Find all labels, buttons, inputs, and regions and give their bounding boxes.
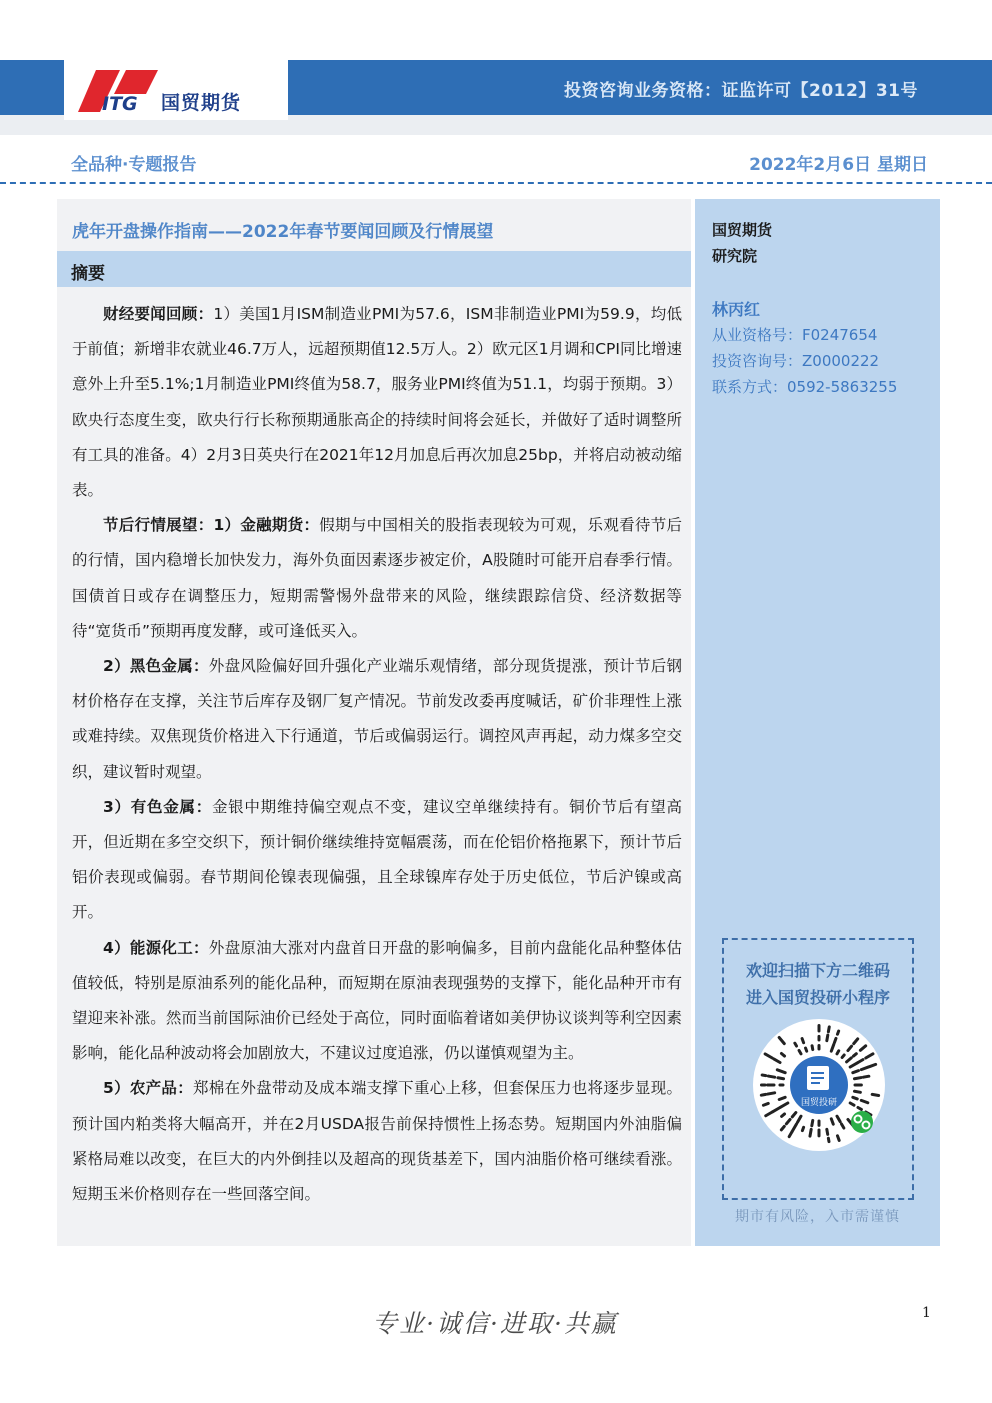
paragraph-lead: 5）农产品： [103, 1079, 193, 1098]
paragraph-text: 金银中期维持偏空观点不变，建议空单继续持有。铜价节后有望高开，但近期在多空交织下，预计铜价继续维持宽幅震荡，而在伦铝价格拖累下，预计节后铝价表现或偏弱。春节期间伦镍表现偏强，且全球镍库存处于历史低位，节后沪镍或高开。 [72, 797, 682, 922]
qr-code-ray [834, 1038, 836, 1042]
paragraph-lead: 3）有色金属： [103, 797, 212, 816]
qr-promo-box [722, 938, 914, 1200]
qr-code-ray [799, 1050, 801, 1053]
qr-code-ray [778, 1078, 784, 1079]
paragraph-text: 外盘风险偏好回升强化产业端乐观情绪，部分现货提涨，预计节后钢材价格存在支撑，关注节后库存及钢厂复产情况。节前发改委再度喊话，矿价非理性上涨或难持续。双焦现货价格进入下行通道，节后或偏弱运行。调控风声再起，动力煤多空交织，建议暂时观望。 [72, 657, 682, 781]
paragraph-text: 郑棉在外盘带动及成本端支撑下重心上移，但套保压力也将逐步显现。预计国内粕类将大幅高开，并在2月USDA报告前保持惯性上扬态势。短期国内外油脂偏紧格局难以改变，在巨大的内外倒挂以及超高的现货基差下，国内油脂价格可继续看涨。短期玉米价格则存在一些回落空间。 [72, 1079, 682, 1204]
qr-code-ray [802, 1039, 803, 1043]
dashed-divider [0, 182, 992, 184]
report-type: 全品种·专题报告 [71, 155, 197, 175]
logo-company-name: 国贸期货 [161, 92, 242, 114]
qr-code-ray [837, 1051, 839, 1054]
company-logo [64, 60, 288, 120]
paragraph-text: 1）美国1月ISM制造业PMI为57.6，ISM非制造业PMI为59.9，均低于前值；新增非农就业46.7万人，远超预期值12.5万人。2）欧元区1月调和CPI同比增速意外上升至5.1%;1月制造业PMI终值为58.7，服务业PMI终值为51.1，均弱于预期。3）欧央行态度生变，欧央行行长称预期通胀高企的持续时间将会延长，并做好了适时调整所有工具的准备。4）2月3日英央行在2021年12月加息后再次加息25bp，并将启动被动缩表。 [72, 305, 682, 500]
paragraph-lead: 4）能源化工： [103, 938, 209, 957]
qr-code-ray [872, 1094, 878, 1095]
risk-disclaimer: 期市有风险，入市需谨慎 [735, 1209, 900, 1225]
sidebar [695, 199, 940, 1246]
qr-center-label: 国贸投研 [800, 1098, 838, 1108]
page-number: 1 [922, 1305, 931, 1321]
itg-logo-icon [78, 70, 158, 112]
summary-header [57, 251, 691, 287]
paragraph-lead: 2）黑色金属： [103, 657, 209, 676]
analyst-contact: 联系方式：0592-5863255 [712, 378, 898, 396]
analyst-cert: 从业资格号：F0247654 [712, 326, 878, 344]
summary-body [72, 297, 682, 1212]
qr-code-ray [768, 1076, 774, 1077]
qr-code-ray [812, 1120, 813, 1125]
company-motto: 专业·诚信·进取·共赢 [372, 1309, 618, 1338]
qr-code-ray [850, 1103, 854, 1105]
qr-code-ray [863, 1076, 869, 1077]
qr-code-ray [782, 1114, 785, 1116]
paragraph-ferrous-metals [72, 649, 682, 790]
summary-label: 摘要 [71, 264, 105, 284]
qr-code-ray [870, 1064, 876, 1066]
qr-code-ray [828, 1027, 829, 1032]
qr-code-ray [827, 1129, 828, 1134]
paragraph-energy-chemicals [72, 931, 682, 1072]
paragraph-financial-futures [72, 508, 682, 649]
qr-code-ray [842, 1124, 844, 1128]
qr-code-ray [828, 1138, 829, 1141]
analyst-consult-id: 投资咨询号：Z0000222 [712, 352, 880, 370]
logo-mark-text: ITG [102, 93, 138, 112]
qr-code-ray [810, 1129, 811, 1136]
qr-code-ray [837, 1031, 838, 1034]
report-date: 2022年2月6日 星期日 [749, 155, 928, 175]
paragraph-financial-news [72, 297, 682, 508]
main-content [57, 199, 691, 1246]
qr-code-ray [806, 1048, 807, 1051]
qr-code-ray [853, 1054, 856, 1056]
qr-code-ray [853, 1097, 857, 1099]
qr-code-ray [802, 1127, 803, 1130]
qr-code-ray [763, 1103, 768, 1105]
qr-promo-line2: 进入国贸投研小程序 [745, 988, 890, 1007]
qr-code-ray [853, 1071, 859, 1073]
qr-code-ray [768, 1093, 775, 1094]
license-info: 投资咨询业务资格：证监许可【2012】31号 [564, 81, 918, 101]
qr-code-ray [781, 1053, 784, 1056]
report-title: 虎年开盘操作指南——2022年春节要闻回顾及行情展望 [72, 222, 494, 242]
paragraph-text: 外盘原油大涨对内盘首日开盘的影响偏多，目前内盘能化品种整体估值较低，特别是原油系列的能化品种，而短期在原油表现强势的支撑下，能化品种开市有望迎来补涨。然而当前国际油价已经处于高位，同时面临着诸如美伊协议谈判等利空因素影响，能化品种波动将会加剧放大，不建议过度追涨，仍以谨慎观望为主。 [72, 938, 682, 1063]
qr-code-ray [858, 1108, 861, 1110]
qr-code-ray [812, 1046, 813, 1050]
mini-program-qr-code-icon[interactable] [752, 1018, 886, 1152]
paragraph-lead: 节后行情展望：1）金融期货： [103, 516, 320, 535]
paragraph-agriculture [72, 1071, 682, 1212]
analyst-name: 林丙红 [712, 300, 761, 319]
qr-code-ray [827, 1035, 828, 1041]
qr-code-ray [854, 1091, 860, 1092]
qr-code-ray [761, 1094, 766, 1095]
sidebar-dept: 研究院 [712, 247, 758, 265]
qr-code-ray [837, 1136, 839, 1141]
qr-code-ray [854, 1078, 861, 1079]
qr-code-ray [762, 1075, 766, 1076]
sidebar-org: 国贸期货 [712, 221, 773, 239]
qr-code-ray [779, 1097, 785, 1099]
qr-promo-line1: 欢迎扫描下方二维码 [745, 961, 890, 980]
qr-code-ray [842, 1055, 844, 1057]
paragraph-lead: 财经要闻回顾： [103, 305, 214, 323]
qr-code-ray [831, 1119, 833, 1124]
qr-code-ray [795, 1043, 797, 1046]
paragraph-nonferrous-metals [72, 790, 682, 931]
paragraph-text: 假期与中国相关的股指表现较为可观，乐观看待节后的行情，国内稳增长加快发力，海外负面因素逐步被定价，A股随时可能开启春季行情。国债首日或存在调整压力，短期需警惕外盘带来的风险，继续跟踪信贷、经济数据等待“宽货币”预期再度发酵，或可逢低买入。 [72, 516, 682, 640]
